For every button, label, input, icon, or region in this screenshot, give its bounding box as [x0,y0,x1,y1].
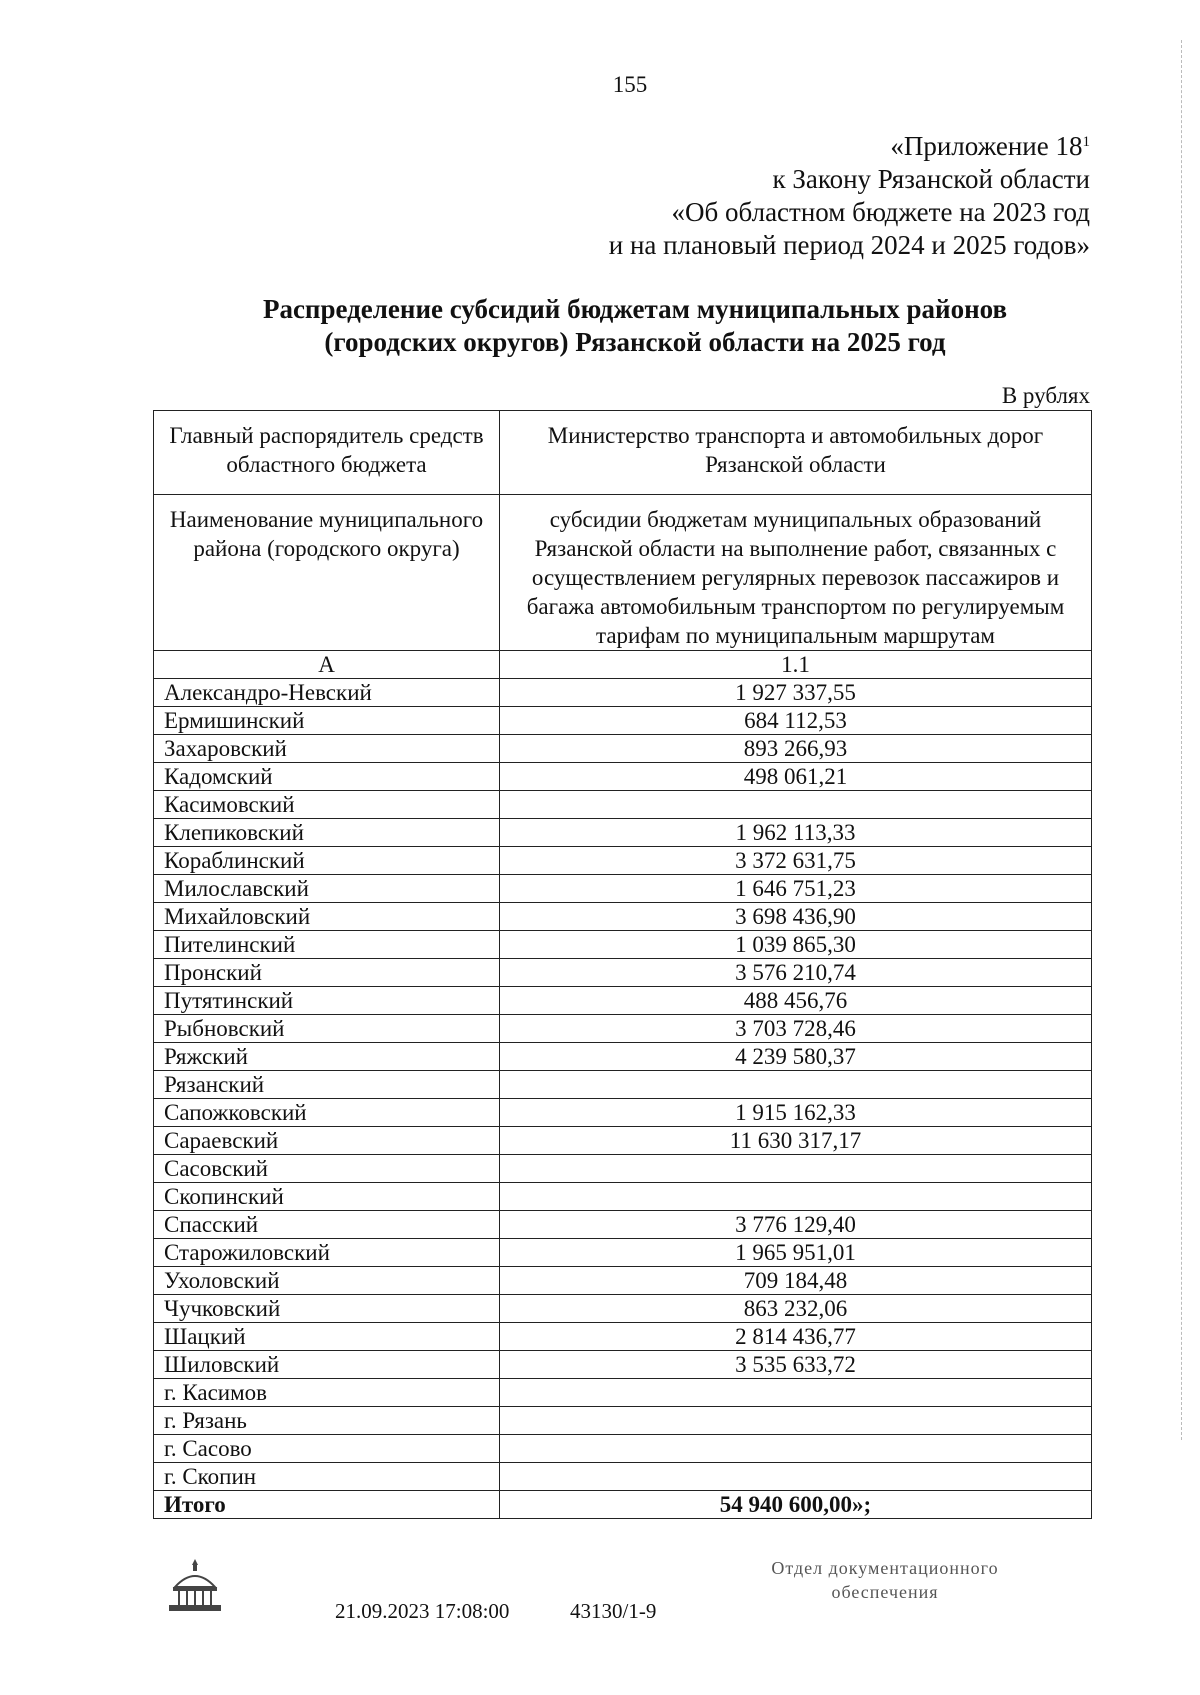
subsidy-amount-cell: 863 232,06 [500,1295,1092,1323]
subsidy-table [153,410,1092,1519]
total-row [154,1491,1092,1519]
district-name-cell: г. Рязань [154,1407,500,1435]
department-stamp [740,1556,1030,1604]
table-row [154,763,1092,791]
table-row [154,1127,1092,1155]
district-name-cell: Пронский [154,959,500,987]
district-name-cell: Захаровский [154,735,500,763]
district-name-cell: г. Сасово [154,1435,500,1463]
subsidy-amount-cell [500,1155,1092,1183]
header-row-description [154,495,1092,651]
stamp-line1: Отдел документационного [771,1558,999,1578]
table-row [154,1463,1092,1491]
district-name-cell: Сапожковский [154,1099,500,1127]
subsidy-amount-cell [500,1435,1092,1463]
district-name-cell: Милославский [154,875,500,903]
subsidy-amount-cell: 893 266,93 [500,735,1092,763]
district-name-cell: Путятинский [154,987,500,1015]
title-line2: (городских округов) Рязанской области на 2025 год [324,327,946,357]
column-number-1-1: 1.1 [500,651,1092,679]
subsidy-amount-cell: 3 776 129,40 [500,1211,1092,1239]
subsidy-amount-cell: 1 646 751,23 [500,875,1092,903]
units-label: В рублях [1001,383,1090,408]
annex-line4: и на плановый период 2024 и 2025 годов» [608,230,1090,260]
subsidy-amount-cell [500,791,1092,819]
table-row [154,1435,1092,1463]
district-name-cell: Шацкий [154,1323,500,1351]
table-row [154,875,1092,903]
document-title [140,293,1130,359]
district-name-cell: Ермишинский [154,707,500,735]
table-row [154,847,1092,875]
table-row [154,1351,1092,1379]
header-manager-label: Главный распорядитель средств областного бюджета [154,411,500,495]
header-subsidy-description: субсидии бюджетам муниципальных образований Рязанской области на выполнение работ, связанных с осуществлением регулярных перевозок пассажиров и багажа автомобильным транспортом по регулируемым тарифам по муниципальным маршрутам [500,495,1092,651]
subsidy-amount-cell: 684 112,53 [500,707,1092,735]
subsidy-amount-cell: 3 576 210,74 [500,959,1092,987]
subsidy-amount-cell: 2 814 436,77 [500,1323,1092,1351]
subsidy-amount-cell [500,1463,1092,1491]
district-name-cell: Рязанский [154,1071,500,1099]
district-name-cell: Кораблинский [154,847,500,875]
district-name-cell: Скопинский [154,1183,500,1211]
annex-superscript: 1 [1082,134,1090,150]
table-row [154,1155,1092,1183]
district-name-cell: г. Касимов [154,1379,500,1407]
table-row [154,1379,1092,1407]
subsidy-amount-cell: 3 703 728,46 [500,1015,1092,1043]
page-number: 155 [612,72,648,97]
total-amount: 54 940 600,00»; [500,1491,1092,1519]
footer-date: 21.09.2023 17:08:00 [335,1599,510,1623]
table-row [154,791,1092,819]
header-ministry-name: Министерство транспорта и автомобильных дорог Рязанской области [500,411,1092,495]
subsidy-amount-cell: 1 039 865,30 [500,931,1092,959]
table-row [154,987,1092,1015]
header-row-manager [154,411,1092,495]
subsidy-amount-cell: 1 915 162,33 [500,1099,1092,1127]
total-label: Итого [154,1491,500,1519]
subsidy-amount-cell [500,1183,1092,1211]
district-name-cell: Спасский [154,1211,500,1239]
annex-line2: к Закону Рязанской области [772,164,1090,194]
annex-line1 [609,130,1090,163]
subsidy-amount-cell: 11 630 317,17 [500,1127,1092,1155]
table-row [154,1211,1092,1239]
duma-emblem-icon [165,1555,225,1615]
table-row [154,1239,1092,1267]
subsidy-amount-cell: 488 456,76 [500,987,1092,1015]
subsidy-amount-cell [500,1071,1092,1099]
table-row [154,1071,1092,1099]
district-name-cell: Ухоловский [154,1267,500,1295]
subsidy-amount-cell: 3 535 633,72 [500,1351,1092,1379]
table-row [154,735,1092,763]
subsidy-amount-cell: 1 962 113,33 [500,819,1092,847]
subsidy-amount-cell: 3 698 436,90 [500,903,1092,931]
table-row [154,959,1092,987]
district-name-cell: Пителинский [154,931,500,959]
subsidy-amount-cell: 1 965 951,01 [500,1239,1092,1267]
table-row [154,1015,1092,1043]
table-row [154,1183,1092,1211]
district-name-cell: Сараевский [154,1127,500,1155]
district-name-cell: Старожиловский [154,1239,500,1267]
subsidy-amount-cell: 3 372 631,75 [500,847,1092,875]
table-row [154,1267,1092,1295]
district-name-cell: Александро-Невский [154,679,500,707]
table-row [154,707,1092,735]
annex-title: «Приложение 18 [890,131,1083,161]
district-name-cell: Шиловский [154,1351,500,1379]
district-name-cell: Сасовский [154,1155,500,1183]
district-name-cell: г. Скопин [154,1463,500,1491]
table-row [154,1323,1092,1351]
district-name-cell: Чучковский [154,1295,500,1323]
subsidy-amount-cell: 498 061,21 [500,763,1092,791]
scan-edge [1179,40,1182,1440]
footer-doc-number: 43130/1-9 [570,1599,657,1623]
district-name-cell: Михайловский [154,903,500,931]
title-line1: Распределение субсидий бюджетам муниципальных районов [262,294,1008,324]
annex-line3: «Об областном бюджете на 2023 год [671,197,1090,227]
subsidy-amount-cell: 1 927 337,55 [500,679,1092,707]
subsidy-amount-cell [500,1379,1092,1407]
column-number-row [154,651,1092,679]
district-name-cell: Клепиковский [154,819,500,847]
district-name-cell: Рыбновский [154,1015,500,1043]
table-row [154,679,1092,707]
subsidy-amount-cell [500,1407,1092,1435]
district-name-cell: Касимовский [154,791,500,819]
header-district-label: Наименование муниципального района (городского округа) [154,495,500,651]
table-row [154,1043,1092,1071]
table-row [154,1407,1092,1435]
table-row [154,903,1092,931]
table-row [154,1099,1092,1127]
district-name-cell: Ряжский [154,1043,500,1071]
subsidy-amount-cell: 4 239 580,37 [500,1043,1092,1071]
subsidy-amount-cell: 709 184,48 [500,1267,1092,1295]
column-number-a: А [154,651,500,679]
table-row [154,1295,1092,1323]
table-row [154,931,1092,959]
table-row [154,819,1092,847]
stamp-line2: обеспечения [831,1582,939,1602]
district-name-cell: Кадомский [154,763,500,791]
annex-header [609,130,1090,262]
